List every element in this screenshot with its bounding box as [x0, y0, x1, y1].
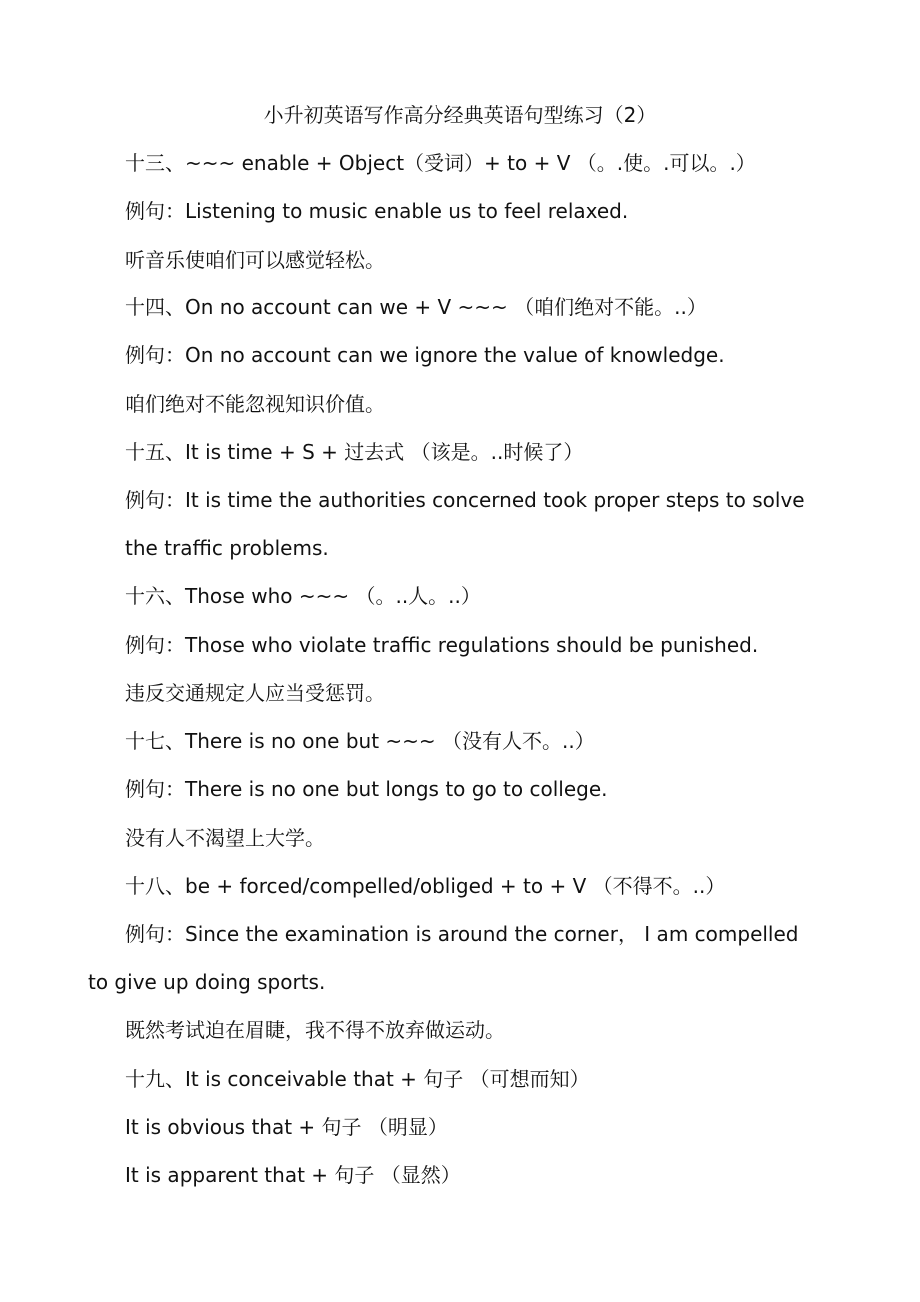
pattern-13-example: 例句：Listening to music enable us to feel relaxed.	[125, 199, 629, 223]
pattern-19-apparent: It is apparent that + 句子 （显然）	[125, 1163, 461, 1187]
pattern-14-translation: 咱们绝对不能忽视知识价值。	[125, 392, 385, 416]
pattern-14-heading: 十四、On no account can we + V ~~~ （咱们绝对不能。..）	[125, 295, 707, 319]
pattern-18-translation: 既然考试迫在眉睫，我不得不放弃做运动。	[125, 1018, 505, 1042]
pattern-18-example-continued: to give up doing sports.	[88, 970, 326, 994]
pattern-13-translation: 听音乐使咱们可以感觉轻松。	[125, 248, 385, 272]
pattern-18-heading: 十八、be + forced/compelled/obliged + to + V （不得不。..）	[125, 874, 726, 898]
pattern-13-heading: 十三、~~~ enable + Object（受词）+ to + V （。.使。.可以。.）	[125, 151, 756, 175]
pattern-14-example: 例句：On no account can we ignore the value of knowledge.	[125, 343, 725, 367]
pattern-16-example: 例句：Those who violate traffic regulations should be punished.	[125, 633, 759, 657]
pattern-18-example: 例句：Since the examination is around the corner， I am compelled	[125, 922, 799, 946]
pattern-15-example-continued: the traffic problems.	[125, 536, 329, 560]
pattern-15-example: 例句：It is time the authorities concerned took proper steps to solve	[125, 488, 805, 512]
pattern-15-heading: 十五、It is time + S + 过去式 （该是。..时候了）	[125, 440, 584, 464]
pattern-17-translation: 没有人不渴望上大学。	[125, 826, 325, 850]
pattern-19-obvious: It is obvious that + 句子 （明显）	[125, 1115, 448, 1139]
pattern-17-example: 例句：There is no one but longs to go to college.	[125, 777, 608, 801]
pattern-16-translation: 违反交通规定人应当受惩罚。	[125, 681, 385, 705]
document-title: 小升初英语写作高分经典英语句型练习（2）	[263, 103, 657, 127]
pattern-17-heading: 十七、There is no one but ~~~ （没有人不。..）	[125, 729, 595, 753]
pattern-16-heading: 十六、Those who ~~~ （。..人。..）	[125, 584, 481, 608]
pattern-19-heading: 十九、It is conceivable that + 句子 （可想而知）	[125, 1067, 590, 1091]
